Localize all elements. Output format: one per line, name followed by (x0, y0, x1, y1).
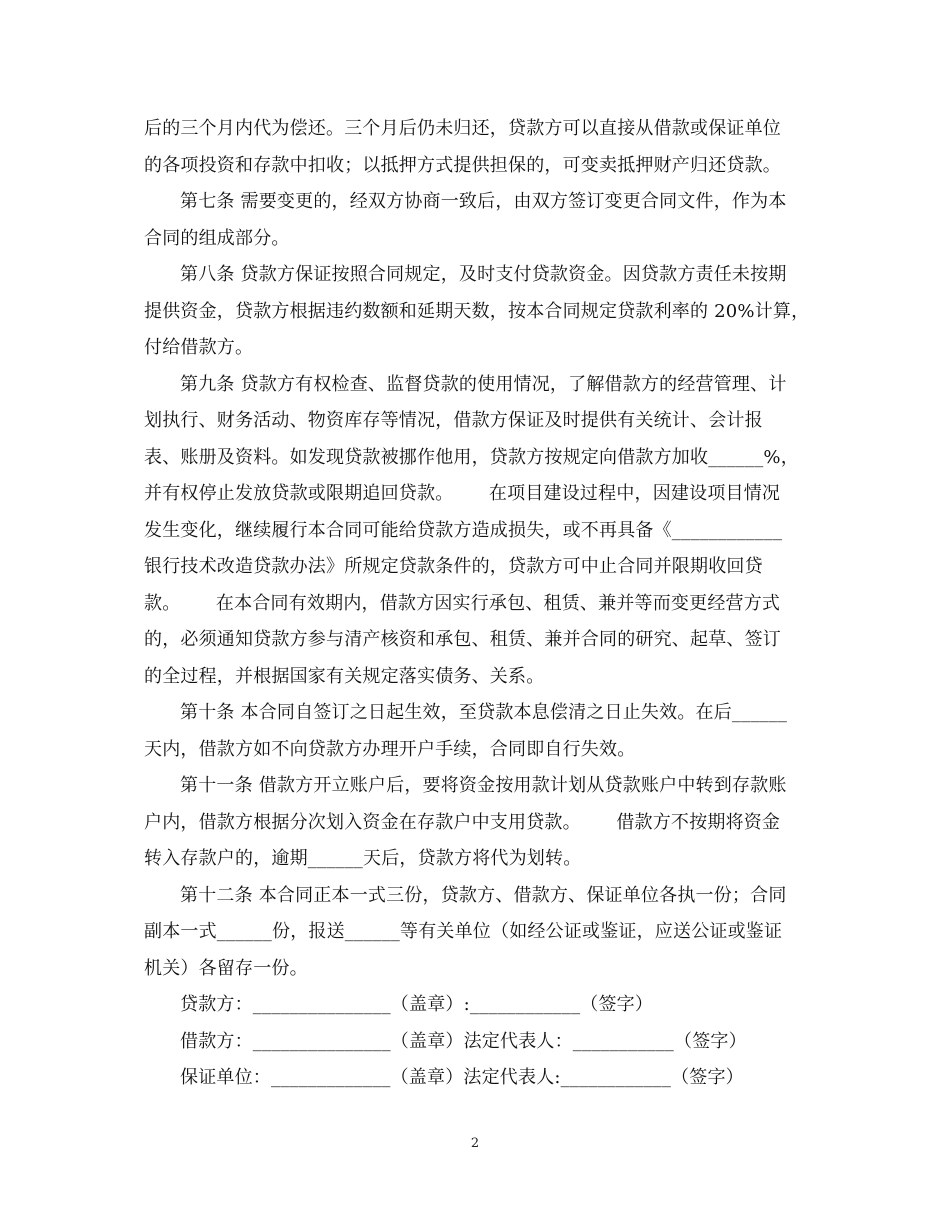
text-line: 银行技术改造贷款办法》所规定贷款条件的，贷款方可中止合同并限期收回贷 (144, 556, 763, 577)
text-line: 表、账册及资料。如发现贷款被挪作他用，贷款方按规定向借款方加收______%， (144, 447, 799, 468)
text-line: 款。 在本合同有效期内，借款方因实行承包、租赁、兼并等而变更经营方式 (144, 593, 781, 614)
text-line: 并有权停止发放贷款或限期追回贷款。 在项目建设过程中，因建设项目情况 (144, 483, 781, 504)
text-line: 第七条 需要变更的，经双方协商一致后，由双方签订变更合同文件，作为本 (180, 191, 787, 212)
signature-line-guarantor: 保证单位：_____________（盖章）法定代表人:____________（签字） (180, 1067, 744, 1088)
text-line: 机关）各留存一份。 (144, 958, 308, 979)
page-number: 2 (470, 1136, 480, 1151)
text-line: 的各项投资和存款中扣收；以抵押方式提供担保的，可变卖抵押财产归还贷款。 (144, 155, 781, 176)
text-line: 第九条 贷款方有权检查、监督贷款的使用情况，了解借款方的经营管理、计 (180, 374, 787, 395)
text-line: 合同的组成部分。 (144, 228, 290, 249)
text-line: 第十条 本合同自签订之日起生效，至贷款本息偿清之日止失效。在后______ (180, 702, 788, 723)
text-line: 天内，借款方如不向贷款方办理开户手续，合同即自行失效。 (144, 739, 636, 760)
text-line: 副本一式______份，报送______等有关单位（如经公证或鉴证，应送公证或鉴证 (144, 921, 783, 942)
text-line: 第十一条 借款方开立账户后，要将资金按用款计划从贷款账户中转到存款账 (180, 775, 787, 796)
text-line: 提供资金，贷款方根据违约数额和延期天数，按本合同规定贷款利率的 20%计算， (144, 301, 810, 322)
text-line: 付给借款方。 (144, 337, 254, 358)
text-line: 划执行、财务活动、物资库存等情况，借款方保证及时提供有关统计、会计报 (144, 410, 763, 431)
text-line: 的全过程，并根据国家有关规定落实债务、关系。 (144, 666, 545, 687)
text-line: 后的三个月内代为偿还。三个月后仍未归还，贷款方可以直接从借款或保证单位 (144, 118, 781, 139)
signature-line-lender: 贷款方：_______________（盖章）:____________（签字） (180, 994, 654, 1015)
text-line: 户内，借款方根据分次划入资金在存款户中支用贷款。 借款方不按期将资金 (144, 812, 781, 833)
signature-line-borrower: 借款方：_______________（盖章）法定代表人：___________（签字） (180, 1031, 747, 1052)
text-line: 的，必须通知贷款方参与清产核资和承包、租赁、兼并合同的研究、起草、签订 (144, 629, 781, 650)
text-line: 发生变化，继续履行本合同可能给贷款方造成损失，或不再具备《____________ (144, 520, 783, 541)
text-line: 第十二条 本合同正本一式三份，贷款方、借款方、保证单位各执一份；合同 (180, 885, 787, 906)
text-line: 转入存款户的，逾期______天后，贷款方将代为划转。 (144, 848, 582, 869)
text-line: 第八条 贷款方保证按照合同规定，及时支付贷款资金。因贷款方责任未按期 (180, 264, 787, 285)
